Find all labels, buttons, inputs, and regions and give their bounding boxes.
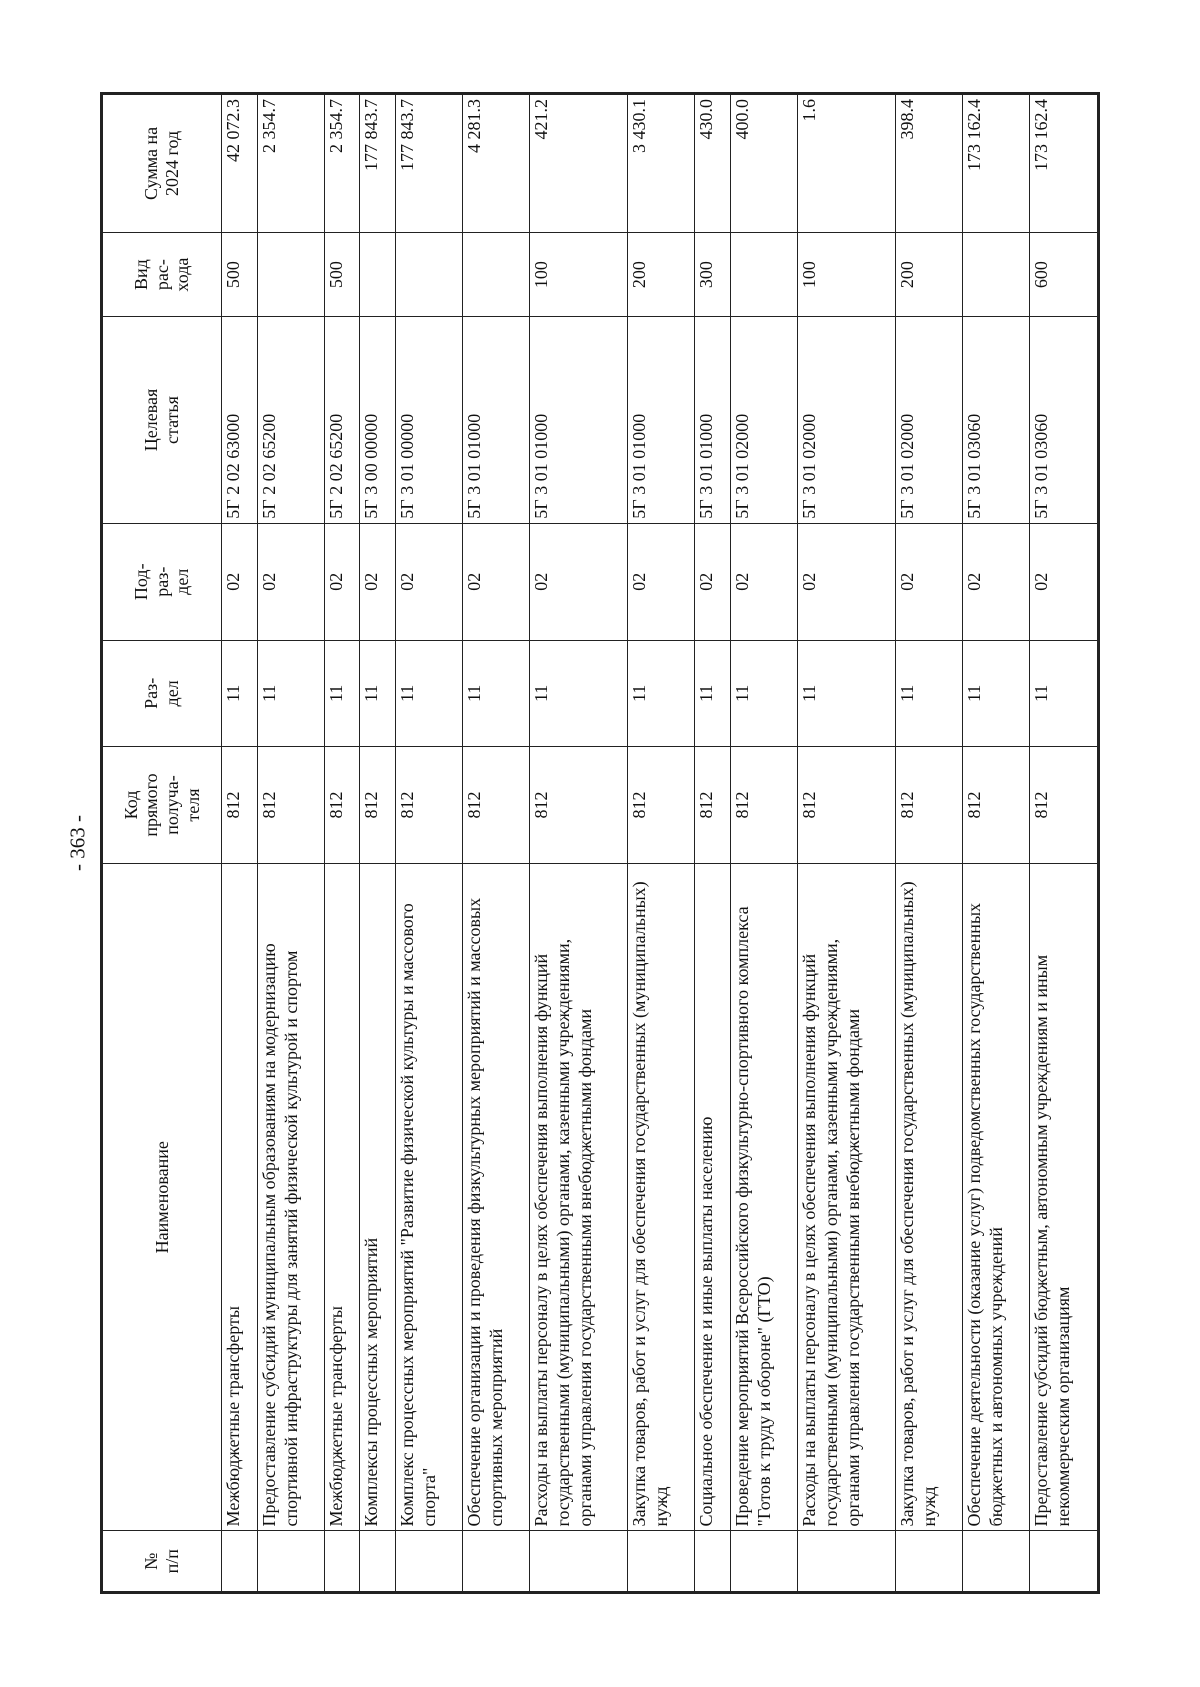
row-sum-cell: 430.0	[695, 94, 731, 233]
row-section-cell: 11	[529, 640, 627, 746]
row-num-cell	[628, 1531, 695, 1593]
row-section-cell: 11	[798, 640, 896, 746]
row-expense-type-cell	[731, 232, 798, 316]
row-recipient-code-cell: 812	[963, 746, 1030, 863]
header-section: Раз- дел	[102, 640, 222, 746]
row-name-cell: Предоставление субсидий муниципальным образованиям на модернизацию спортивной инфраструктуры для занятий физической культурой и спортом	[257, 864, 324, 1531]
row-recipient-code-cell: 812	[222, 746, 258, 863]
row-recipient-code-cell: 812	[529, 746, 627, 863]
row-recipient-code-cell: 812	[360, 746, 396, 863]
row-subsection-cell: 02	[360, 523, 396, 640]
row-section-cell: 11	[963, 640, 1030, 746]
row-section-cell: 11	[222, 640, 258, 746]
table-body	[222, 94, 1099, 1593]
row-target-article-cell: 5Г 3 01 01000	[695, 317, 731, 523]
header-recipient-code: Код прямого получа- теля	[102, 746, 222, 863]
table-row	[963, 94, 1030, 1593]
table-row	[798, 94, 896, 1593]
row-recipient-code-cell: 812	[695, 746, 731, 863]
row-expense-type-cell	[395, 232, 462, 316]
row-num-cell	[731, 1531, 798, 1593]
header-subsection: Под- раз- дел	[102, 523, 222, 640]
row-subsection-cell: 02	[731, 523, 798, 640]
row-subsection-cell: 02	[628, 523, 695, 640]
row-num-cell	[963, 1531, 1030, 1593]
row-recipient-code-cell: 812	[798, 746, 896, 863]
row-recipient-code-cell: 812	[1030, 746, 1099, 863]
row-recipient-code-cell: 812	[462, 746, 529, 863]
row-expense-type-cell	[257, 232, 324, 316]
header-name: Наименование	[102, 864, 222, 1531]
row-section-cell: 11	[896, 640, 963, 746]
row-name-cell: Межбюджетные трансферты	[222, 864, 258, 1531]
header-expense-type: Вид рас- хода	[102, 232, 222, 316]
row-subsection-cell: 02	[896, 523, 963, 640]
row-subsection-cell: 02	[963, 523, 1030, 640]
row-subsection-cell: 02	[462, 523, 529, 640]
row-name-cell: Обеспечение деятельности (оказание услуг) подведомственных государственных бюджетных и автономных учреждений	[963, 864, 1030, 1531]
table-row	[324, 94, 360, 1593]
row-target-article-cell: 5Г 3 01 02000	[731, 317, 798, 523]
row-name-cell: Социальное обеспечение и иные выплаты населению	[695, 864, 731, 1531]
row-section-cell: 11	[462, 640, 529, 746]
table-row	[222, 94, 258, 1593]
row-expense-type-cell: 200	[896, 232, 963, 316]
row-num-cell	[222, 1531, 258, 1593]
row-sum-cell: 177 843.7	[360, 94, 396, 233]
table-row	[695, 94, 731, 1593]
row-name-cell: Закупка товаров, работ и услуг для обеспечения государственных (муниципальных) нужд	[628, 864, 695, 1531]
row-subsection-cell: 02	[798, 523, 896, 640]
row-expense-type-cell	[963, 232, 1030, 316]
row-subsection-cell: 02	[395, 523, 462, 640]
row-subsection-cell: 02	[222, 523, 258, 640]
row-name-cell: Проведение мероприятий Всероссийского физкультурно-спортивного комплекса "Готов к труду и обороне" (ГТО)	[731, 864, 798, 1531]
row-expense-type-cell: 600	[1030, 232, 1099, 316]
row-section-cell: 11	[731, 640, 798, 746]
row-target-article-cell: 5Г 3 01 00000	[395, 317, 462, 523]
row-target-article-cell: 5Г 3 00 00000	[360, 317, 396, 523]
row-expense-type-cell: 300	[695, 232, 731, 316]
row-sum-cell: 2 354.7	[324, 94, 360, 233]
rotated-table-wrapper	[100, 92, 1100, 1594]
table-row	[731, 94, 798, 1593]
row-sum-cell: 173 162.4	[963, 94, 1030, 233]
row-name-cell: Межбюджетные трансферты	[324, 864, 360, 1531]
row-name-cell: Комплексы процессных мероприятий	[360, 864, 396, 1531]
row-sum-cell: 400.0	[731, 94, 798, 233]
page-number: - 363 -	[65, 815, 90, 871]
row-subsection-cell: 02	[529, 523, 627, 640]
row-section-cell: 11	[695, 640, 731, 746]
header-num: № п/п	[102, 1531, 222, 1593]
row-recipient-code-cell: 812	[896, 746, 963, 863]
row-target-article-cell: 5Г 3 01 03060	[963, 317, 1030, 523]
row-recipient-code-cell: 812	[731, 746, 798, 863]
row-subsection-cell: 02	[324, 523, 360, 640]
row-target-article-cell: 5Г 2 02 63000	[222, 317, 258, 523]
row-num-cell	[798, 1531, 896, 1593]
row-sum-cell: 398.4	[896, 94, 963, 233]
row-subsection-cell: 02	[1030, 523, 1099, 640]
row-num-cell	[529, 1531, 627, 1593]
row-target-article-cell: 5Г 3 01 02000	[896, 317, 963, 523]
row-name-cell: Обеспечение организации и проведения физкультурных мероприятий и массовых спортивных мероприятий	[462, 864, 529, 1531]
row-sum-cell: 4 281.3	[462, 94, 529, 233]
row-target-article-cell: 5Г 3 01 02000	[798, 317, 896, 523]
table-row	[628, 94, 695, 1593]
row-sum-cell: 3 430.1	[628, 94, 695, 233]
table-row	[462, 94, 529, 1593]
row-section-cell: 11	[324, 640, 360, 746]
table-header-row	[102, 94, 222, 1593]
row-section-cell: 11	[1030, 640, 1099, 746]
row-subsection-cell: 02	[695, 523, 731, 640]
row-name-cell: Закупка товаров, работ и услуг для обеспечения государственных (муниципальных) нужд	[896, 864, 963, 1531]
row-subsection-cell: 02	[257, 523, 324, 640]
row-recipient-code-cell: 812	[324, 746, 360, 863]
row-num-cell	[257, 1531, 324, 1593]
row-sum-cell: 177 843.7	[395, 94, 462, 233]
row-expense-type-cell: 500	[222, 232, 258, 316]
table-row	[529, 94, 627, 1593]
row-sum-cell: 421.2	[529, 94, 627, 233]
row-target-article-cell: 5Г 3 01 01000	[628, 317, 695, 523]
table-row	[1030, 94, 1099, 1593]
row-num-cell	[462, 1531, 529, 1593]
row-target-article-cell: 5Г 2 02 65200	[324, 317, 360, 523]
row-name-cell: Предоставление субсидий бюджетным, автономным учреждениям и иным некоммерческим организациям	[1030, 864, 1099, 1531]
row-target-article-cell: 5Г 3 01 03060	[1030, 317, 1099, 523]
row-sum-cell: 1.6	[798, 94, 896, 233]
row-num-cell	[1030, 1531, 1099, 1593]
header-sum-2024: Сумма на 2024 год	[102, 94, 222, 233]
row-expense-type-cell	[360, 232, 396, 316]
row-num-cell	[324, 1531, 360, 1593]
table-row	[896, 94, 963, 1593]
row-section-cell: 11	[628, 640, 695, 746]
row-target-article-cell: 5Г 3 01 01000	[529, 317, 627, 523]
row-num-cell	[695, 1531, 731, 1593]
row-recipient-code-cell: 812	[395, 746, 462, 863]
row-recipient-code-cell: 812	[628, 746, 695, 863]
row-name-cell: Комплекс процессных мероприятий "Развитие физической культуры и массового спорта"	[395, 864, 462, 1531]
row-section-cell: 11	[257, 640, 324, 746]
row-sum-cell: 2 354.7	[257, 94, 324, 233]
row-name-cell: Расходы на выплаты персоналу в целях обеспечения выполнения функций государственными (муниципальными) органами, казенными учреждениями, органами управления государственными внебюджетными фондами	[798, 864, 896, 1531]
row-num-cell	[395, 1531, 462, 1593]
row-target-article-cell: 5Г 3 01 01000	[462, 317, 529, 523]
row-expense-type-cell: 100	[798, 232, 896, 316]
table-row	[360, 94, 396, 1593]
row-expense-type-cell: 100	[529, 232, 627, 316]
table-row	[395, 94, 462, 1593]
table-row	[257, 94, 324, 1593]
row-target-article-cell: 5Г 2 02 65200	[257, 317, 324, 523]
row-expense-type-cell: 200	[628, 232, 695, 316]
row-sum-cell: 42 072.3	[222, 94, 258, 233]
row-section-cell: 11	[395, 640, 462, 746]
row-section-cell: 11	[360, 640, 396, 746]
row-expense-type-cell	[462, 232, 529, 316]
header-target-article: Целевая статья	[102, 317, 222, 523]
row-sum-cell: 173 162.4	[1030, 94, 1099, 233]
row-num-cell	[896, 1531, 963, 1593]
budget-table	[100, 92, 1100, 1594]
row-num-cell	[360, 1531, 396, 1593]
row-name-cell: Расходы на выплаты персоналу в целях обеспечения выполнения функций государственными (муниципальными) органами, казенными учреждениями, органами управления государственными внебюджетными фондами	[529, 864, 627, 1531]
row-recipient-code-cell: 812	[257, 746, 324, 863]
row-expense-type-cell: 500	[324, 232, 360, 316]
